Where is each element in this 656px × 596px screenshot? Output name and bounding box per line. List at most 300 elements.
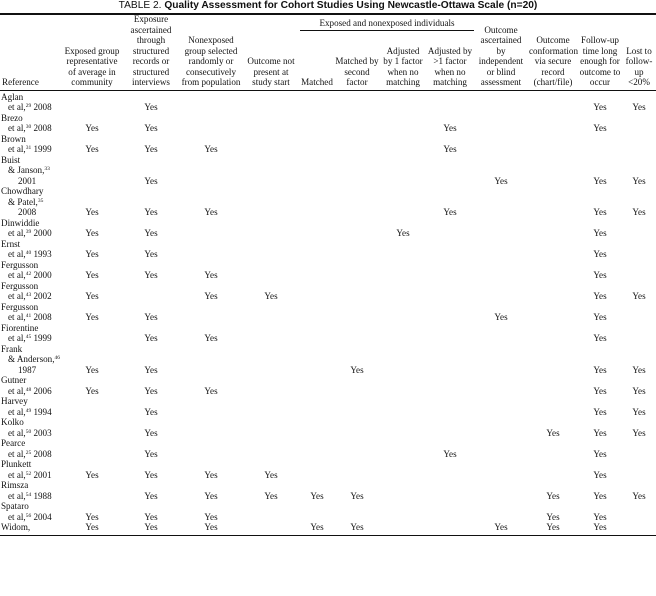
assessment-cell: [474, 480, 528, 501]
assessment-cell: Yes: [85, 144, 99, 154]
reference-cell: [0, 375, 62, 396]
assessment-cell: Yes: [632, 427, 646, 438]
header-rule: [0, 90, 656, 91]
assessment-cell: [426, 281, 474, 302]
assessment-cell: Yes: [264, 490, 278, 501]
reference-author: Aglan: [1, 91, 24, 102]
assessment-cell: [300, 375, 334, 396]
reference-author: Gutner: [1, 375, 27, 385]
assessment-cell: [528, 90, 578, 113]
assessment-cell: [300, 323, 334, 344]
header-adjusted-gt1: Adjusted by >1 factor when no matching: [427, 45, 473, 87]
assessment-cell: [334, 239, 380, 260]
reference-detail: [8, 123, 62, 134]
assessment-cell: Yes: [593, 123, 607, 133]
header-lost-followup: Lost to follow-up <20%: [625, 45, 653, 87]
assessment-cell: Yes: [144, 207, 158, 217]
header-exposed-representative: Exposed group representative of average in community: [64, 45, 120, 87]
assessment-cell: [242, 375, 300, 396]
assessment-cell: Yes: [204, 144, 218, 154]
assessment-cell: [380, 438, 426, 459]
assessment-cell: Yes: [85, 511, 99, 522]
reference-author: Dinwiddie: [1, 217, 40, 228]
reference-author: Widom,: [1, 522, 31, 532]
reference-year: 1994: [31, 406, 52, 417]
table-caption: Quality Assessment for Cohort Studies Using Newcastle-Ottawa Scale (n=20): [164, 0, 538, 11]
assessment-cell: Yes: [85, 249, 99, 259]
assessment-cell: Yes: [85, 522, 99, 532]
reference-author: Ernst: [1, 238, 21, 249]
header-outcome-not-present: Outcome not present at study start: [247, 56, 295, 87]
assessment-cell: Yes: [593, 511, 607, 522]
assessment-cell: Yes: [593, 312, 607, 322]
assessment-cell: Yes: [144, 490, 158, 501]
assessment-cell: [180, 396, 242, 417]
assessment-cell: [622, 522, 656, 533]
assessment-cell: [300, 239, 334, 260]
reference-etal: et al,: [8, 385, 26, 396]
assessment-cell: [300, 134, 334, 155]
reference-citation-number: 29: [25, 103, 32, 109]
assessment-cell: Yes: [85, 385, 99, 396]
assessment-cell: Yes: [144, 249, 158, 259]
table-row: [0, 90, 656, 113]
assessment-cell: Yes: [85, 291, 99, 301]
assessment-cell: Yes: [144, 270, 158, 280]
reference-year: 2008: [18, 207, 37, 217]
assessment-cell: [426, 239, 474, 260]
header-matched-second: Matched by second factor: [335, 56, 379, 87]
assessment-cell: [474, 396, 528, 417]
assessment-cell: Yes: [593, 385, 607, 396]
reference-year: 2008: [31, 123, 52, 133]
reference-detail: [8, 512, 62, 523]
assessment-cell: [300, 218, 334, 239]
reference-detail: [8, 270, 62, 281]
assessment-cell: [474, 239, 528, 260]
assessment-cell: [242, 344, 300, 376]
reference-author: Fiorentine: [1, 322, 39, 333]
reference-cell: [0, 218, 62, 239]
reference-detail: [8, 407, 62, 418]
assessment-cell: [528, 134, 578, 155]
table-number: TABLE 2.: [118, 0, 162, 11]
assessment-cell: [622, 239, 656, 260]
assessment-cell: [578, 134, 622, 155]
reference-author: Kolko: [1, 417, 24, 427]
reference-cell: [0, 281, 62, 302]
assessment-cell: [300, 260, 334, 281]
assessment-cell: [300, 186, 334, 218]
assessment-cell: Yes: [632, 406, 646, 417]
header-group-exposed-nonexposed: Exposed and nonexposed individuals: [300, 14, 474, 31]
table-row: [0, 375, 656, 396]
reference-cell: [0, 155, 62, 187]
assessment-cell: [622, 438, 656, 459]
assessment-cell: [242, 155, 300, 187]
reference-cell: [0, 344, 62, 376]
reference-citation-number: 45: [25, 334, 32, 340]
assessment-cell: [334, 281, 380, 302]
reference-citation-number: 50: [25, 428, 32, 435]
assessment-cell: [242, 134, 300, 155]
assessment-cell: Yes: [632, 364, 646, 375]
assessment-cell: [334, 186, 380, 218]
assessment-cell: [62, 396, 122, 417]
assessment-cell: Yes: [632, 385, 646, 396]
reference-detail: [8, 291, 62, 302]
assessment-cell: Yes: [144, 448, 158, 459]
assessment-cell: [474, 218, 528, 239]
assessment-cell: [474, 417, 528, 438]
assessment-cell: [474, 438, 528, 459]
table-row: [0, 186, 656, 218]
assessment-cell: [380, 90, 426, 113]
assessment-cell: [474, 281, 528, 302]
assessment-cell: [242, 218, 300, 239]
assessment-cell: Yes: [204, 333, 218, 343]
assessment-cell: [426, 155, 474, 187]
assessment-cell: Yes: [632, 490, 646, 501]
assessment-cell: [622, 323, 656, 344]
table-row: [0, 281, 656, 302]
assessment-cell: [528, 218, 578, 239]
table-row: [0, 155, 656, 187]
assessment-cell: Yes: [85, 469, 99, 480]
reference-citation-number: 42: [25, 271, 32, 277]
table-body: [0, 90, 656, 533]
reference-cell: [0, 113, 62, 134]
reference-citation-number: 39: [25, 229, 32, 235]
reference-year: 2002: [31, 291, 52, 301]
reference-year-line: [8, 176, 62, 187]
assessment-cell: [334, 90, 380, 113]
assessment-cell: [334, 396, 380, 417]
assessment-cell: [380, 459, 426, 480]
table-row: [0, 438, 656, 459]
assessment-cell: [334, 375, 380, 396]
assessment-cell: [528, 155, 578, 187]
reference-detail: [8, 197, 62, 208]
reference-author: Frank: [1, 343, 23, 354]
reference-author: Fergusson: [1, 301, 39, 312]
assessment-cell: [380, 501, 426, 522]
assessment-cell: [380, 260, 426, 281]
reference-etal: et al,: [8, 123, 26, 133]
reference-cell: [0, 239, 62, 260]
assessment-cell: [242, 260, 300, 281]
assessment-cell: Yes: [494, 175, 508, 186]
assessment-cell: Yes: [593, 469, 607, 480]
reference-author: Fergusson: [1, 280, 39, 291]
reference-etal: et al,: [8, 270, 26, 280]
assessment-cell: [180, 155, 242, 187]
assessment-cell: [300, 459, 334, 480]
assessment-cell: [426, 480, 474, 501]
assessment-cell: [334, 218, 380, 239]
assessment-cell: [300, 113, 334, 134]
assessment-cell: [180, 218, 242, 239]
assessment-cell: [242, 302, 300, 323]
assessment-cell: [528, 375, 578, 396]
reference-year: 1988: [31, 490, 52, 501]
assessment-cell: [474, 323, 528, 344]
assessment-cell: [528, 396, 578, 417]
table-row: [0, 218, 656, 239]
assessment-cell: [62, 417, 122, 438]
assessment-cell: [334, 134, 380, 155]
assessment-cell: [380, 281, 426, 302]
assessment-cell: [62, 438, 122, 459]
assessment-cell: [528, 302, 578, 323]
reference-author: Spataro: [1, 501, 29, 511]
table-row: [0, 396, 656, 417]
assessment-cell: Yes: [144, 144, 158, 154]
assessment-cell: [528, 323, 578, 344]
reference-cell: [0, 302, 62, 323]
reference-etal: et al,: [8, 249, 26, 259]
assessment-cell: [528, 281, 578, 302]
table-row: [0, 113, 656, 134]
reference-author: Brezo: [1, 112, 23, 123]
assessment-cell: [334, 417, 380, 438]
assessment-cell: Yes: [144, 469, 158, 480]
assessment-cell: [622, 134, 656, 155]
reference-author: Rimsza: [1, 480, 29, 490]
reference-year: 2008: [31, 102, 52, 112]
header-adjusted-1: Adjusted by 1 factor when no matching: [383, 45, 423, 87]
assessment-cell: [242, 239, 300, 260]
assessment-cell: Yes: [144, 385, 158, 396]
reference-year-line: [8, 365, 62, 376]
assessment-cell: [426, 260, 474, 281]
header-matched: Matched: [301, 77, 333, 87]
assessment-cell: Yes: [85, 228, 99, 238]
reference-detail: [8, 165, 62, 176]
assessment-cell: Yes: [310, 490, 324, 501]
assessment-cell: [528, 260, 578, 281]
assessment-cell: [380, 302, 426, 323]
assessment-cell: [474, 260, 528, 281]
reference-detail: [8, 386, 62, 397]
header-nonexposed-selected: Nonexposed group selected randomly or consecutively from population: [181, 35, 241, 87]
reference-etal: et al,: [8, 511, 26, 522]
assessment-cell: Yes: [204, 385, 218, 396]
table-row: [0, 134, 656, 155]
table-row: [0, 501, 656, 522]
reference-detail: [8, 102, 62, 113]
reference-citation-number: 56: [25, 512, 32, 519]
reference-etal: et al,: [8, 102, 26, 112]
reference-etal: et al,: [8, 333, 26, 343]
reference-etal: & Patel,: [8, 196, 38, 207]
assessment-cell: Yes: [204, 207, 218, 217]
reference-cell: [0, 90, 62, 113]
assessment-cell: Yes: [593, 270, 607, 280]
assessment-cell: Yes: [144, 123, 158, 133]
table-row: [0, 417, 656, 438]
reference-detail: [8, 249, 62, 260]
reference-citation-number: 25: [25, 449, 32, 456]
assessment-cell: [380, 186, 426, 218]
assessment-cell: [62, 155, 122, 187]
assessment-cell: Yes: [593, 249, 607, 259]
assessment-cell: [242, 522, 300, 533]
assessment-cell: [380, 155, 426, 187]
reference-cell: [0, 438, 62, 459]
assessment-cell: Yes: [144, 406, 158, 417]
assessment-cell: [474, 90, 528, 113]
assessment-cell: Yes: [494, 522, 508, 532]
reference-detail: [8, 228, 62, 239]
assessment-cell: Yes: [632, 207, 646, 217]
reference-cell: [0, 396, 62, 417]
assessment-cell: [426, 375, 474, 396]
table-row: [0, 480, 656, 501]
assessment-cell: Yes: [593, 427, 607, 438]
assessment-cell: [380, 239, 426, 260]
assessment-cell: [380, 323, 426, 344]
assessment-cell: [622, 260, 656, 281]
assessment-cell: Yes: [144, 102, 158, 112]
reference-detail: [8, 470, 62, 481]
reference-year: 2000: [31, 228, 52, 238]
assessment-cell: [380, 417, 426, 438]
reference-etal: & Janson,: [8, 165, 45, 175]
reference-year: 2001: [31, 469, 52, 480]
header-outcome-independent: Outcome ascertained by independent or blind assessment: [478, 24, 524, 87]
assessment-cell: Yes: [204, 270, 218, 280]
assessment-cell: [622, 302, 656, 323]
assessment-cell: [528, 186, 578, 218]
assessment-cell: Yes: [593, 406, 607, 417]
assessment-cell: [242, 438, 300, 459]
reference-citation-number: 52: [25, 470, 32, 477]
assessment-cell: [334, 501, 380, 522]
assessment-cell: [426, 218, 474, 239]
reference-detail: [8, 491, 62, 502]
assessment-cell: [426, 344, 474, 376]
assessment-cell: [334, 302, 380, 323]
header-reference: Reference: [2, 77, 39, 87]
assessment-cell: [242, 113, 300, 134]
assessment-cell: Yes: [593, 490, 607, 501]
assessment-cell: [300, 90, 334, 113]
assessment-cell: [426, 90, 474, 113]
assessment-cell: Yes: [85, 364, 99, 375]
reference-citation-number: 48: [25, 386, 32, 393]
reference-author: Plunkett: [1, 459, 32, 469]
assessment-cell: [242, 323, 300, 344]
reference-cell: [0, 323, 62, 344]
assessment-cell: [426, 323, 474, 344]
assessment-cell: Yes: [144, 522, 158, 532]
assessment-cell: [180, 302, 242, 323]
assessment-cell: [180, 113, 242, 134]
assessment-cell: Yes: [144, 364, 158, 375]
assessment-cell: [122, 281, 180, 302]
assessment-cell: Yes: [144, 228, 158, 238]
assessment-cell: [180, 239, 242, 260]
assessment-cell: [62, 323, 122, 344]
assessment-cell: [426, 501, 474, 522]
reference-year: 1999: [31, 333, 52, 343]
assessment-cell: [300, 396, 334, 417]
assessment-cell: [528, 438, 578, 459]
reference-cell: [0, 417, 62, 438]
assessment-cell: Yes: [593, 448, 607, 459]
reference-year: 2003: [31, 427, 52, 438]
reference-etal: et al,: [8, 291, 26, 301]
assessment-cell: Yes: [204, 469, 218, 480]
assessment-cell: [426, 459, 474, 480]
assessment-cell: [474, 501, 528, 522]
reference-year-line: [8, 207, 62, 218]
assessment-cell: [528, 113, 578, 134]
assessment-cell: [242, 396, 300, 417]
assessment-cell: [300, 302, 334, 323]
reference-etal: et al,: [8, 312, 26, 322]
reference-etal: et al,: [8, 490, 26, 501]
table-row: [0, 459, 656, 480]
assessment-cell: [300, 344, 334, 376]
table-row: [0, 522, 656, 533]
assessment-cell: Yes: [593, 333, 607, 343]
reference-citation-number: 43: [25, 292, 32, 298]
assessment-cell: Yes: [204, 291, 218, 301]
reference-author: Pearce: [1, 438, 26, 448]
assessment-cell: Yes: [494, 312, 508, 322]
reference-etal: et al,: [8, 228, 26, 238]
reference-etal: & Anderson,: [8, 354, 55, 364]
assessment-cell: Yes: [396, 228, 410, 238]
assessment-cell: Yes: [593, 291, 607, 301]
assessment-cell: [334, 459, 380, 480]
reference-detail: [8, 449, 62, 460]
reference-cell: [0, 522, 62, 533]
assessment-cell: [180, 438, 242, 459]
reference-etal: et al,: [8, 448, 26, 459]
assessment-cell: [474, 375, 528, 396]
assessment-cell: Yes: [593, 175, 607, 186]
assessment-cell: Yes: [546, 490, 560, 501]
assessment-cell: Yes: [350, 522, 364, 532]
reference-etal: et al,: [8, 144, 26, 154]
assessment-cell: [474, 459, 528, 480]
assessment-cell: [622, 459, 656, 480]
assessment-cell: [242, 90, 300, 113]
assessment-cell: Yes: [443, 123, 457, 133]
header-outcome-secure-record: Outcome conformation via secure record (chart/file): [529, 35, 578, 87]
assessment-cell: [242, 501, 300, 522]
reference-citation-number: 46: [54, 355, 60, 361]
assessment-cell: [622, 218, 656, 239]
reference-author: Fergusson: [1, 259, 39, 270]
assessment-cell: [180, 344, 242, 376]
assessment-cell: Yes: [546, 427, 560, 438]
assessment-cell: [426, 417, 474, 438]
assessment-cell: Yes: [144, 427, 158, 438]
assessment-cell: [426, 396, 474, 417]
reference-author: Harvey: [1, 396, 28, 406]
assessment-cell: [474, 134, 528, 155]
assessment-cell: Yes: [310, 522, 324, 532]
reference-citation-number: 49: [25, 407, 32, 414]
reference-year: 2001: [18, 175, 37, 186]
assessment-cell: [334, 260, 380, 281]
reference-author: Chowdhary: [1, 186, 44, 196]
assessment-cell: [528, 344, 578, 376]
